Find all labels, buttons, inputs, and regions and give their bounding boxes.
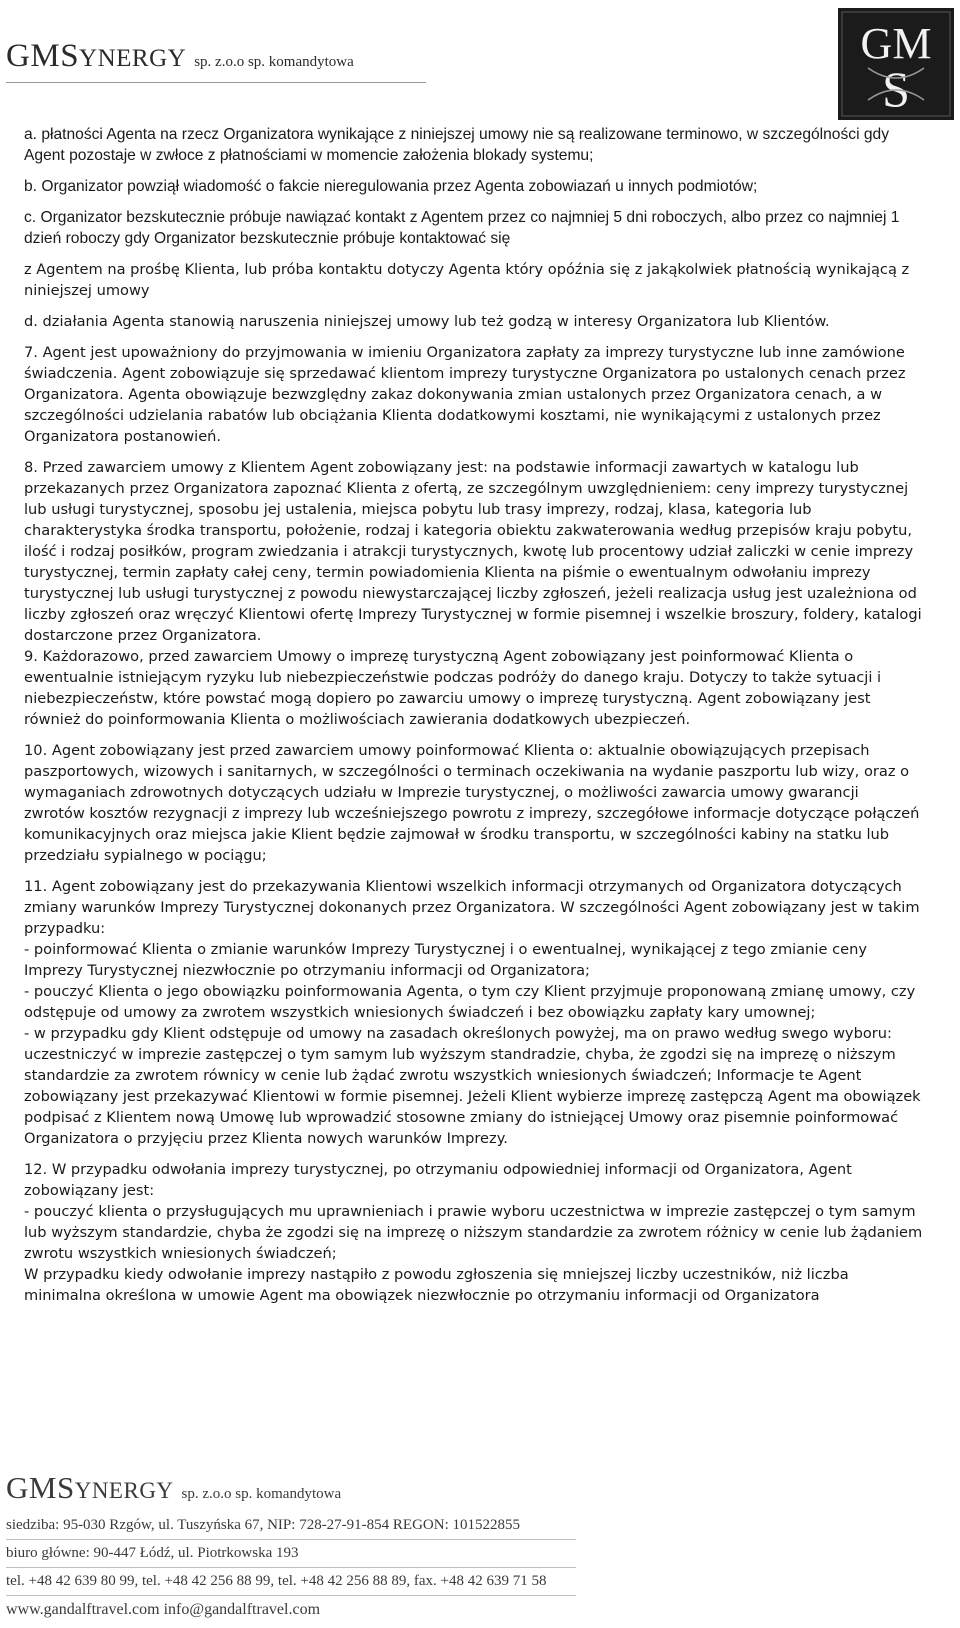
footer-address: siedziba: 95-030 Rzgów, ul. Tuszyńska 67, NIP: 728-27-91-854 REGON: 101522855 — [6, 1512, 576, 1540]
section-12: 12. W przypadku odwołania imprezy turystycznej, po otrzymaniu odpowiedniej informacji od Organizatora, Agent zobowiązany jest: — [24, 1161, 852, 1199]
section-11-item-1: - poinformować Klienta o zmianie warunków Imprezy Turystycznej i o ewentualnej, wynikającej z tego zmianie ceny Imprezy Turystycznej niezwłocznie po otrzymaniu informacji od Organizatora; — [24, 941, 867, 979]
footer-brand — [6, 1470, 606, 1506]
clause-d: d. działania Agenta stanowią naruszenia niniejszej umowy lub też godzą w interesy Organizatora lub Klientów. — [24, 313, 830, 330]
clause-c: c. Organizator bezskutecznie próbuje nawiązać kontakt z Agentem przez co najmniej 5 dni roboczych, albo przez co najmniej 1 dzień roboczy gdy Organizator bezskutecznie próbuje kontaktować się — [24, 209, 900, 247]
section-11: 11. Agent zobowiązany jest do przekazywania Klientowi wszelkich informacji otrzymanych od Organizatora dotyczących zmiany warunków Imprezy Turystycznej dokonanych przez Organizatora. W szczególności Agent zobowiązany jest w takim przypadku: — [24, 878, 920, 937]
section-11-item-3: - w przypadku gdy Klient odstępuje od umowy na zasadach określonych powyżej, ma on prawo według swego wyboru: uczestniczyć w imprezie zastępczej o tym samym lub wyższym standradzie, chyba, że zgodzi się na imprezę o niższym standardzie za zwrotem równicy w cenie lub żądać zwrotu wszystkich wniesionych świadczeń; Informacje te Agent zobowiązany jest przekazywać Klientowi w formie pisemnej. Jeżeli Klient wybierze imprezę zastępczą Agent ma obowiązek podpisać z Klientem nową Umowę lub wprowadzić stosowne zmiany do istniejącej Umowy oraz pisemnie poinformować Organizatora o przyjęciu przez Klienta nowych warunków Imprezy. — [24, 1025, 921, 1147]
section-12-item-1: - pouczyć klienta o przysługujących mu uprawnieniach i prawie wyboru uczestnictwa w imprezie zastępczej o tym samym lub wyższym standardzie, chyba że zgodzi się na imprezę o niższym standardzie za zwrotem różnicy w cenie lub żądaniem zwrotu wszystkich wniesionych świadczeń; — [24, 1203, 923, 1262]
clause-b: b. Organizator powziął wiadomość o fakcie nieregulowania przez Agenta zobowiazań u innych podmiotów; — [24, 178, 758, 195]
section-12-continued: W przypadku kiedy odwołanie imprezy nastąpiło z powodu zgłoszenia się mniejszej liczby uczestników, niż liczba minimalna określona w umowie Agent ma obowiązek niezwłocznie po otrzymaniu informacji od Organizatora — [24, 1266, 849, 1304]
section-11-item-2: - pouczyć Klienta o jego obowiązku poinformowania Agenta, o tym czy Klient przyjmuje proponowaną zmianę umowy, czy odstępuje od umowy za zwrotem wszystkich wniesionych świadczeń i bez obowiązku zapłaty kary umownej; — [24, 983, 916, 1021]
svg-text:S: S — [882, 61, 910, 117]
section-10: 10. Agent zobowiązany jest przed zawarciem umowy poinformować Klienta o: aktualnie obowiązujących przepisach paszportowych, wizowych i sanitarnych, w szczególności o terminach oczekiwania na wydanie paszportu lub wizy, oraz o wymaganiach zdrowotnych dotyczących udziału w Imprezie turystycznej, o możliwości zawarcia umowy gwarancji zwrotów kosztów rezygnacji z imprezy lub wcześniejszego powrotu z imprezy, szczegółowe informacje dotyczące połączeń komunikacyjnych oraz miejsca jakie Klient będzie zajmował w środku transportu, w szczególności kabiny na statku lub przedziału sypialnego w pociągu; — [24, 742, 920, 864]
gms-logo-icon — [838, 8, 954, 120]
brand-name: GMSYNERGY — [6, 38, 187, 74]
clause-c-continued: z Agentem na prośbę Klienta, lub próba kontaktu dotyczy Agenta który opóźnia się z jakąkolwiek płatnością wynikającą z niniejszej umowy — [24, 261, 910, 299]
section-8: 8. Przed zawarciem umowy z Klientem Agent zobowiązany jest: na podstawie informacji zawartych w katalogu lub przekazanych przez Organizatora zapoznać Klienta z ofertą, ze szczególnym uwzględnieniem: ceny imprezy turystycznej lub usługi turystycznej, sposobu jej ustalenia, miejsca pobytu lub trasy imprezy, rodzaj, klasa, kategoria lub charakterystyka środka transportu, położenie, rodzaj i kategoria obiektu zakwaterowania według przepisów kraju pobytu, ilość i rodzaj posiłków, program zwiedzania i atrakcji turystycznych, kwotę lub procentowy udział zaliczki w cenie imprezy turystycznej, termin zapłaty całej ceny, termin powiadomienia Klienta na piśmie o ewentualnym odwołaniu imprezy turystycznej lub usługi turystycznej z powodu niewystarczającej liczby zgłoszeń, jeżeli realizacja usług jest uzależniona od liczby zgłoszeń oraz wręczyć Klientowi ofertę Imprezy Turystycznej w formie pisemnej i wszelkie broszury, foldery, katalogi dostarczone przez Organizatora. — [24, 459, 922, 644]
brand-suffix: sp. z.o.o sp. komandytowa — [194, 54, 354, 70]
page-header — [0, 0, 960, 120]
footer-phones: tel. +48 42 639 80 99, tel. +48 42 256 88 99, tel. +48 42 256 88 89, fax. +48 42 639 71 58 — [6, 1568, 576, 1596]
svg-text:GM: GM — [860, 19, 932, 68]
section-7: 7. Agent jest upoważniony do przyjmowania w imieniu Organizatora zapłaty za imprezy turystyczne lub inne zamówione świadczenia. Agent zobowiązuje się sprzedawać klientom imprezy turystyczne Organizatora po ustalonych cenach przez Organizatora. Agenta obowiązuje bezwzględny zakaz dokonywania zmian ustalonych przez Organizatora cenach, a w szczególności udzielania rabatów lub obciążania Klienta dodatkowymi kosztami, nie wynikającymi z ustalonych przez Organizatora postanowień. — [24, 344, 906, 445]
page-footer — [6, 1470, 606, 1623]
section-9: 9. Każdorazowo, przed zawarciem Umowy o imprezę turystyczną Agent zobowiązany jest poinformować Klienta o ewentualnie istniejącym ryzyku lub niebezpieczeństwie podczas podróży do danego kraju. Dotyczy to także sytuacji i niebezpieczeństw, które powstać mogą dopiero po zawarciu umowy o imprezę turystyczną. Agent zobowiązany jest również do poinformowania Klienta o możliwościach zawierania dodatkowych ubezpieczeń. — [24, 648, 882, 728]
footer-office: biuro główne: 90-447 Łódź, ul. Piotrkowska 193 — [6, 1540, 576, 1568]
brand-wordmark — [6, 38, 354, 75]
document-body — [24, 124, 924, 1306]
brand-underline — [6, 82, 426, 83]
clause-a: a. płatności Agenta na rzecz Organizatora wynikające z niniejszej umowy nie są realizowane terminowo, w szczególności gdy Agent pozostaje w zwłoce z płatnościami w momencie założenia blokady systemu; — [24, 126, 890, 164]
footer-brand-name: GMSYNERGY — [6, 1470, 174, 1505]
footer-web: www.gandalftravel.com info@gandalftravel.com — [6, 1601, 321, 1618]
footer-brand-suffix: sp. z.o.o sp. komandytowa — [181, 1486, 342, 1502]
